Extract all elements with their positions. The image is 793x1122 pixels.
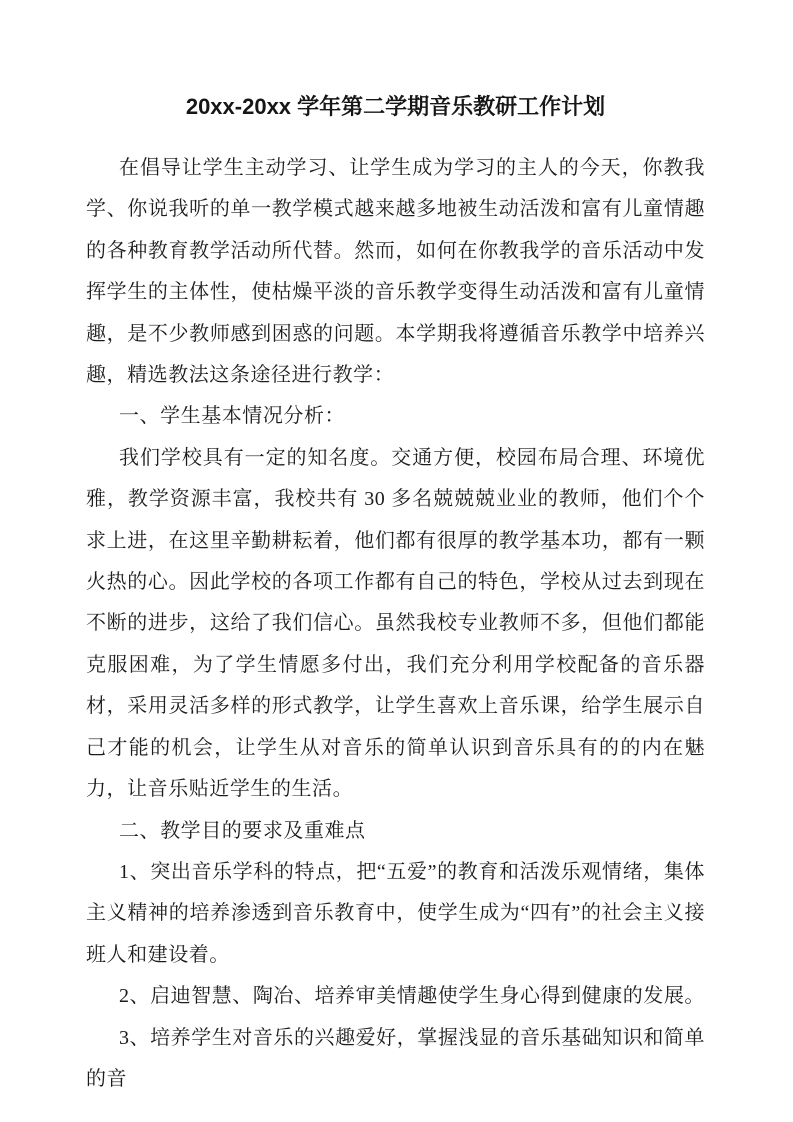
section-2-heading: 二、教学目的要求及重难点 bbox=[119, 819, 366, 842]
document-title: 20xx-20xx 学年第二学期音乐教研工作计划 bbox=[185, 94, 606, 119]
section-1-heading: 一、学生基本情况分析： bbox=[119, 405, 346, 428]
section-2-item-2: 2、启迪智慧、陶冶、培养审美情趣使学生身心得到健康的发展。 bbox=[119, 985, 705, 1008]
section-1-paragraph: 我们学校具有一定的知名度。交通方便，校园布局合理、环境优雅，教学资源丰富，我校共有 30 多名兢兢兢业业的教师，他们个个求上进，在这里辛勤耕耘着，他们都有很厚的教学基本功，都有一颗火热的心。因此学校的各项工作都有自己的特色，学校从过去到现在不断的进步，这给了我们信心。虽然我校专业教师不多，但他们都能克服困难，为了学生情愿多付出，我们充分利用学校配备的音乐器材，采用灵活多样的形式教学，让学生喜欢上音乐课，给学生展示自己才能的机会，让学生从对音乐的简单认识到音乐具有的的内在魅力，让音乐贴近学生的生活。 bbox=[86, 446, 705, 801]
intro-paragraph: 在倡导让学生主动学习、让学生成为学习的主人的今天，你教我学、你说我听的单一教学模式越来越多地被生动活泼和富有儿童情趣的各种教育教学活动所代替。然而，如何在你教我学的音乐活动中发挥学生的主体性，使枯燥平淡的音乐教学变得生动活泼和富有儿童情趣，是不少教师感到困惑的问题。本学期我将遵循音乐教学中培养兴趣，精选教法这条途径进行教学： bbox=[86, 157, 705, 387]
section-2-item-1: 1、突出音乐学科的特点，把“五爱”的教育和活泼乐观情绪，集体主义精神的培养渗透到音乐教育中，使学生成为“四有”的社会主义接班人和建设着。 bbox=[86, 860, 705, 966]
section-2-item-3: 3、培养学生对音乐的兴趣爱好，掌握浅显的音乐基础知识和简单的音 bbox=[86, 1026, 705, 1090]
